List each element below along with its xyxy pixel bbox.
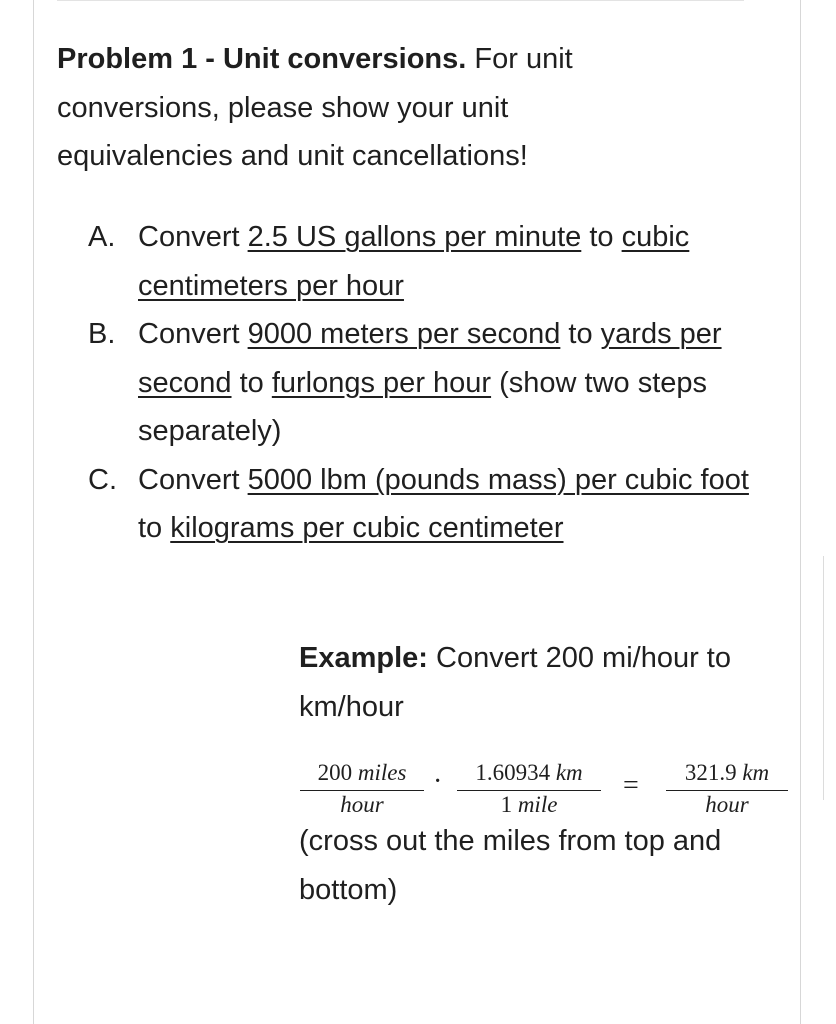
example-note: (cross out the miles from top and bottom) <box>299 825 722 906</box>
item-marker: B. <box>88 318 116 350</box>
problem-intro <box>57 35 677 181</box>
scroll-edge <box>823 556 831 800</box>
target-unit: furlongs per hour <box>271 366 492 399</box>
source-unit: 9000 meters per second <box>247 318 561 350</box>
fraction-result: 321.9 km hour <box>666 758 788 819</box>
item-note: (show two steps separately) <box>138 366 708 447</box>
example-text: Convert 200 mi/hour to km/hour <box>299 642 731 723</box>
fraction-conversion: 1.60934 km 1 mile <box>457 758 601 819</box>
list-item: B. Convert 9000 meters per second to yards per second to furlongs per hour (show two steps separately) <box>88 310 758 456</box>
item-marker: A. <box>88 221 116 253</box>
task-list <box>88 213 758 553</box>
example-label: Example: <box>299 642 428 674</box>
intermediate-unit: yards per second <box>138 318 722 399</box>
list-item: C. Convert 5000 lbm (pounds mass) per cubic foot to kilograms per cubic centimeter <box>88 456 758 553</box>
equals-sign: = <box>623 770 639 801</box>
problem-instructions: For unit conversions, please show your unit equivalencies and unit cancellations! <box>57 43 573 172</box>
problem-title: Problem 1 - Unit conversions. <box>57 43 467 75</box>
source-unit: 5000 lbm (pounds mass) per cubic foot <box>247 463 749 496</box>
item-marker: C. <box>88 463 117 496</box>
example-equation <box>300 758 800 822</box>
list-item: A. Convert 2.5 US gallons per minute to cubic centimeters per hour <box>88 213 758 310</box>
target-unit: kilograms per cubic centimeter <box>170 512 564 544</box>
example-heading <box>299 634 779 731</box>
top-divider <box>57 0 744 1</box>
multiply-dot: · <box>433 766 443 797</box>
source-unit: 2.5 US gallons per minute <box>247 221 582 253</box>
target-unit: cubic centimeters per hour <box>138 221 690 302</box>
fraction-given: 200 miles hour <box>300 758 424 819</box>
